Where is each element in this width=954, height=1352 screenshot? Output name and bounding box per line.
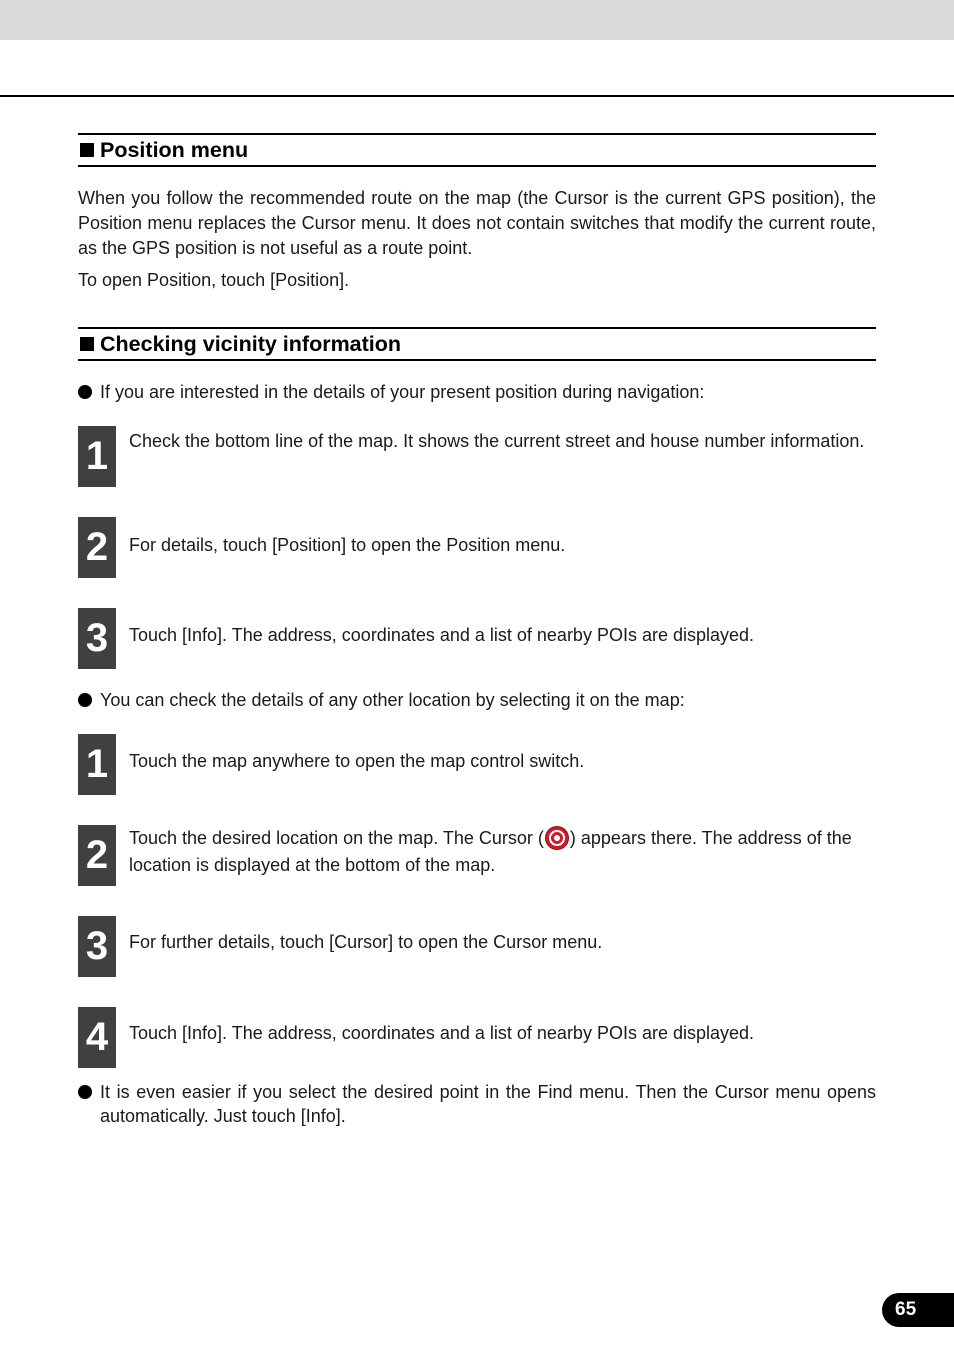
square-bullet-icon [80,337,94,351]
step-number: 2 [78,517,116,578]
bullet-item [78,380,876,404]
bullet-dot-icon [78,693,92,707]
bullet-item [78,1080,876,1128]
section-title: Checking vicinity information [100,331,402,356]
step-number: 1 [78,734,116,795]
bullet-text: You can check the details of any other location by selecting it on the map: [100,690,685,710]
step-number: 3 [78,916,116,977]
step-text: Touch [Info]. The address, coordinates and a list of nearby POIs are displayed. [129,625,755,645]
step-number: 3 [78,608,116,669]
bullet-text: It is even easier if you select the desired point in the Find menu. Then the Cursor menu opens automatically. Just touch [Info]. [100,1082,876,1126]
page-number: 65 [882,1293,954,1327]
step-text [129,825,875,879]
step-text: Check the bottom line of the map. It shows the current street and house number information. [129,431,865,451]
step-text-part: Touch the desired location on the map. The Cursor ( [129,828,544,848]
step-text: Touch the map anywhere to open the map control switch. [129,751,585,771]
bullet-item [78,688,876,712]
header-band [0,0,954,40]
section-heading-vicinity [78,327,876,361]
bullet-dot-icon [78,385,92,399]
cursor-target-icon [545,826,569,850]
bullet-dot-icon [78,1085,92,1099]
square-bullet-icon [80,143,94,157]
step-text: For details, touch [Position] to open the Position menu. [129,535,566,555]
paragraph: When you follow the recommended route on the map (the Cursor is the current GPS position), the Position menu replaces the Cursor menu. It does not contain switches that modify the current route, as the GPS position is not useful as a route point. [78,188,876,258]
step-text-part: ) appears there. The address of the location is displayed at the bottom of the map. [129,828,852,875]
step-text: For further details, touch [Cursor] to open the Cursor menu. [129,932,603,952]
step-number: 4 [78,1007,116,1068]
section-heading-position-menu [78,133,876,167]
step-number: 1 [78,426,116,487]
paragraph: To open Position, touch [Position]. [78,270,350,290]
step-text: Touch [Info]. The address, coordinates and a list of nearby POIs are displayed. [129,1023,755,1043]
step-number: 2 [78,825,116,886]
header-rule [0,95,954,97]
bullet-text: If you are interested in the details of your present position during navigation: [100,382,705,402]
section-title: Position menu [100,137,249,162]
